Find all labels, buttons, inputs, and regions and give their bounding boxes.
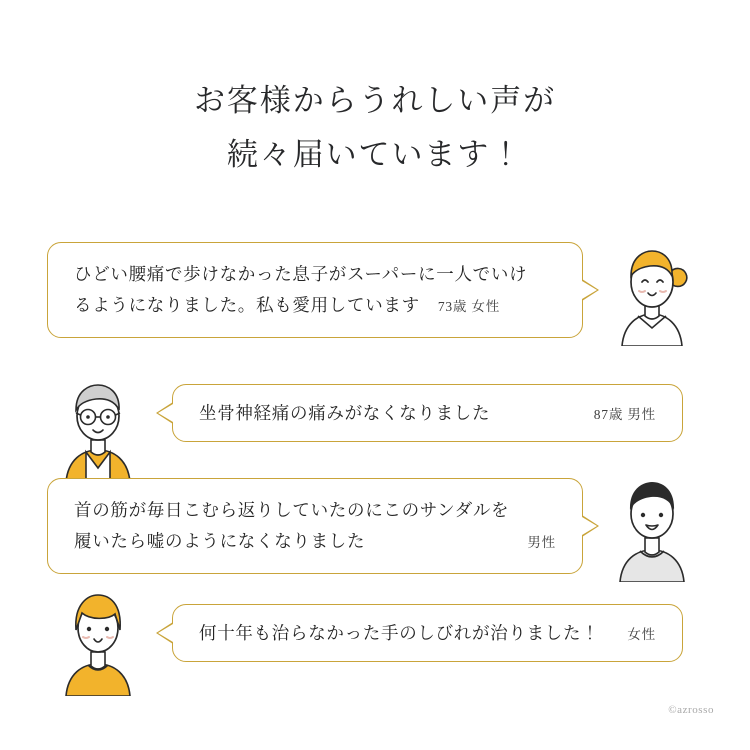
testimonial-bubble [172, 604, 683, 662]
bubble-tail-inner-icon [582, 517, 597, 535]
bubble-tail-inner-icon [582, 281, 597, 299]
testimonial-row [0, 242, 750, 362]
elderly-man-glasses-avatar-icon [46, 370, 150, 482]
bubble-tail-inner-icon [158, 404, 173, 422]
testimonial-text-line-1: 坐骨神経痛の痛みがなくなりました [199, 402, 491, 423]
testimonial-meta: 男性 [527, 535, 556, 550]
avatar [46, 370, 150, 487]
testimonial-text-line-1: 何十年も治らなかった手のしびれが治りました！ [199, 622, 600, 643]
testimonial-row [0, 366, 750, 486]
testimonial-bubble [47, 478, 583, 574]
avatar [600, 234, 704, 351]
testimonial-meta: 87歳 男性 [593, 406, 656, 422]
man-avatar-icon [600, 470, 704, 582]
avatar [600, 470, 704, 587]
elderly-woman-avatar-icon [600, 234, 704, 346]
testimonial-meta: 73歳 女性 [437, 299, 501, 314]
testimonial-row [0, 586, 750, 706]
woman-avatar-icon [46, 584, 150, 696]
page-title-line-1: お客様からうれしい声が [193, 83, 557, 118]
testimonial-text-line-2: 履いたら嘘のようになくなりました [74, 531, 366, 551]
testimonial-row [0, 478, 750, 598]
page-title-line-2: 続々届いています！ [226, 137, 524, 172]
testimonial-bubble [47, 242, 583, 338]
copyright-credit: ©azrosso [668, 704, 714, 716]
testimonial-meta: 女性 [627, 626, 656, 642]
testimonial-text-line-2: るようになりました。私も愛用しています [74, 295, 420, 315]
testimonial-text-line-1: ひどい腰痛で歩けなかった息子がスーパーに一人でいけ [74, 264, 528, 284]
avatar [46, 584, 150, 701]
testimonial-bubble [172, 384, 683, 442]
bubble-tail-inner-icon [158, 624, 173, 642]
testimonial-text-line-1: 首の筋が毎日こむら返りしていたのにこのサンダルを [74, 500, 510, 520]
page-title [0, 74, 750, 182]
